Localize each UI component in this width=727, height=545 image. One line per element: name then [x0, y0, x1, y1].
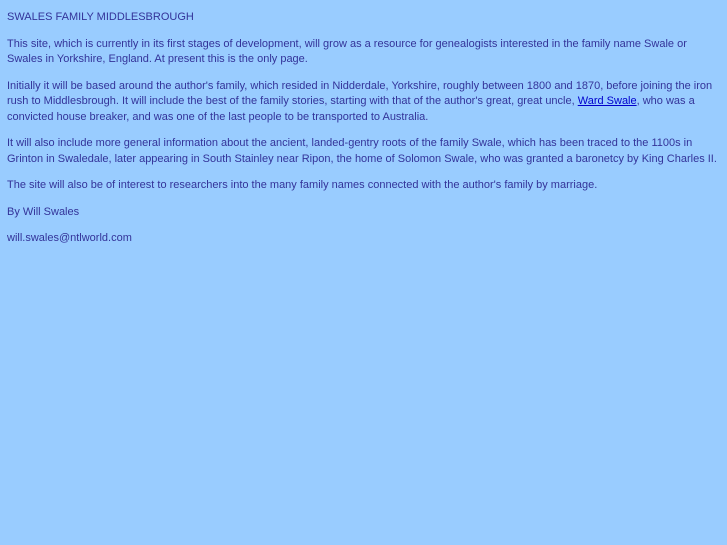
- email-address: will.swales@ntlworld.com: [7, 232, 132, 244]
- page-content: [0, 0, 727, 247]
- roots-paragraph: It will also include more general information about the ancient, landed-gentry roots of the family Swale, which has been traced to the 1100s in Grinton in Swaledale, later appearing in South Stainley near Ripon, the home of Solomon Swale, who was granted a baronetcy by King Charles II.: [7, 137, 717, 165]
- researchers-paragraph: The site will also be of interest to researchers into the many family names connected with the author's family by marriage.: [7, 179, 598, 191]
- family-paragraph: [7, 79, 721, 126]
- ward-swale-link[interactable]: Ward Swale: [577, 95, 637, 107]
- family-paragraph-text-before: Initially it will be based around the author's family, which resided in Nidderdale, Yorkshire, roughly between 1800 and 1870, before joining the iron rush to Middlesbrough. It will include the best of the family stories, starting with that of the author's great, great uncle,: [7, 79, 713, 107]
- intro-paragraph: This site, which is currently in its first stages of development, will grow as a resource for genealogists interested in the family name Swale or Swales in Yorkshire, England. At present this is the only page.: [7, 37, 687, 65]
- byline: By Will Swales: [7, 205, 80, 218]
- family-paragraph-text-after: , who was a convicted house breaker, and was one of the last people to be transported to Australia.: [7, 95, 695, 123]
- page-title: SWALES FAMILY MIDDLESBROUGH: [7, 11, 194, 23]
